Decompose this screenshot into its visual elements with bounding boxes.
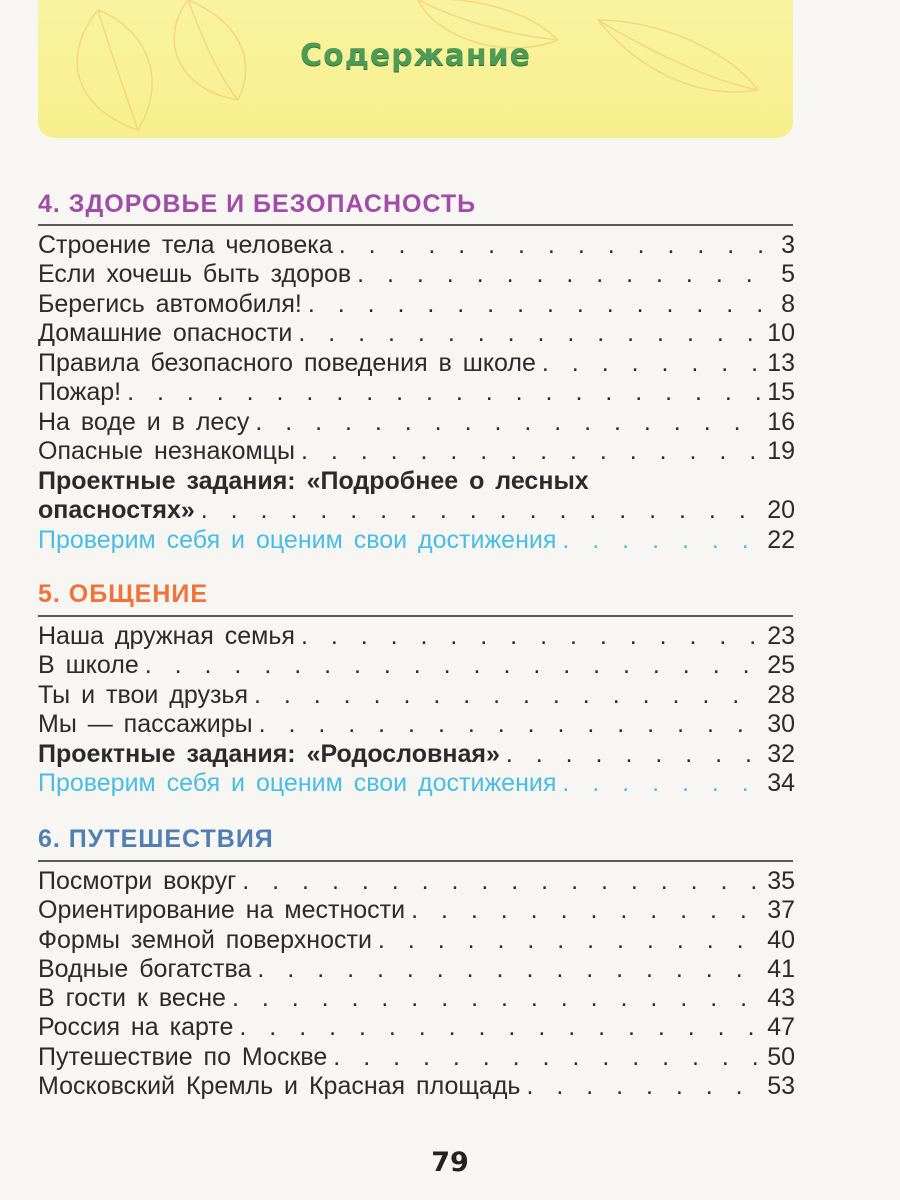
- toc-entry[interactable]: Мы — пассажиры . . . 30: [38, 710, 795, 739]
- dot-leader: [239, 1013, 761, 1042]
- toc-entry[interactable]: Ты и твои друзья . . . 28: [38, 681, 795, 710]
- toc-entry[interactable]: Берегись автомобиля! . . . 8: [38, 290, 795, 319]
- dot-leader: [339, 231, 775, 260]
- toc-entry[interactable]: Строение тела человека . . . 3: [38, 231, 795, 260]
- dot-leader: [242, 867, 761, 896]
- toc-entry[interactable]: Наша дружная семья . . . 23: [38, 622, 795, 651]
- toc-entry[interactable]: Опасные незнакомцы . . . 19: [38, 437, 795, 466]
- toc-entry[interactable]: Путешествие по Москве . . . 50: [38, 1043, 795, 1072]
- toc-entry[interactable]: Московский Кремль и Красная площадь . . . 53: [38, 1072, 795, 1101]
- dot-leader: [301, 622, 761, 651]
- toc-entry[interactable]: В гости к весне . . . 43: [38, 984, 795, 1013]
- dot-leader: [145, 651, 761, 680]
- toc-entry[interactable]: Водные богатства . . . 41: [38, 955, 795, 984]
- dot-leader: [257, 955, 761, 984]
- dot-leader: [255, 408, 761, 437]
- dot-leader: [254, 681, 761, 710]
- dot-leader: [301, 437, 761, 466]
- section-title-travel: 6. ПУТЕШЕСТВИЯ: [38, 825, 274, 853]
- dot-leader: [526, 1072, 761, 1101]
- section-title-health: 4. ЗДОРОВЬЕ И БЕЗОПАСНОСТЬ: [38, 190, 477, 218]
- dot-leader: [542, 349, 761, 378]
- toc-entry[interactable]: Россия на карте . . . 47: [38, 1013, 795, 1042]
- page-number: 79: [431, 1147, 469, 1178]
- toc-entry[interactable]: Правила безопасного поведения в школе . . . 13: [38, 349, 795, 378]
- toc-entry-project[interactable]: опасностях» . . . 20: [38, 496, 795, 525]
- section-divider: [38, 224, 793, 226]
- dot-leader: [308, 290, 775, 319]
- section-title-communication: 5. ОБЩЕНИЕ: [38, 580, 209, 608]
- dot-leader: [357, 260, 775, 289]
- dot-leader: [127, 378, 761, 407]
- dot-leader: [411, 896, 761, 925]
- dot-leader: [562, 526, 761, 555]
- dot-leader: [333, 1043, 761, 1072]
- dot-leader: [562, 769, 761, 798]
- header-banner: [38, 0, 793, 138]
- toc-entry[interactable]: Посмотри вокруг . . . 35: [38, 867, 795, 896]
- dot-leader: [298, 319, 761, 348]
- toc-entry[interactable]: Если хочешь быть здоров . . . 5: [38, 260, 795, 289]
- toc-entry[interactable]: На воде и в лесу . . . 16: [38, 408, 795, 437]
- dot-leader: [201, 496, 761, 525]
- toc-entry-project[interactable]: Проектные задания: «Родословная» . . . 32: [38, 740, 795, 769]
- dot-leader: [378, 926, 761, 955]
- toc-entry[interactable]: Пожар! . . . 15: [38, 378, 795, 407]
- section-divider: [38, 615, 793, 617]
- dot-leader: [232, 984, 761, 1013]
- page-title: Содержание: [300, 38, 531, 73]
- toc-entry[interactable]: Домашние опасности . . . 10: [38, 319, 795, 348]
- toc-entry[interactable]: В школе . . . 25: [38, 651, 795, 680]
- toc-entry-review[interactable]: Проверим себя и оценим свои достижения . . . 34: [38, 769, 795, 798]
- section-divider: [38, 860, 793, 862]
- dot-leader: [259, 710, 762, 739]
- dot-leader: [506, 740, 761, 769]
- toc-entry-project[interactable]: Проектные задания: «Подробнее о лесных: [38, 467, 589, 495]
- toc-entry[interactable]: Ориентирование на местности . . . 37: [38, 896, 795, 925]
- toc-entry-review[interactable]: Проверим себя и оценим свои достижения . . . 22: [38, 526, 795, 555]
- toc-entry[interactable]: Формы земной поверхности . . . 40: [38, 926, 795, 955]
